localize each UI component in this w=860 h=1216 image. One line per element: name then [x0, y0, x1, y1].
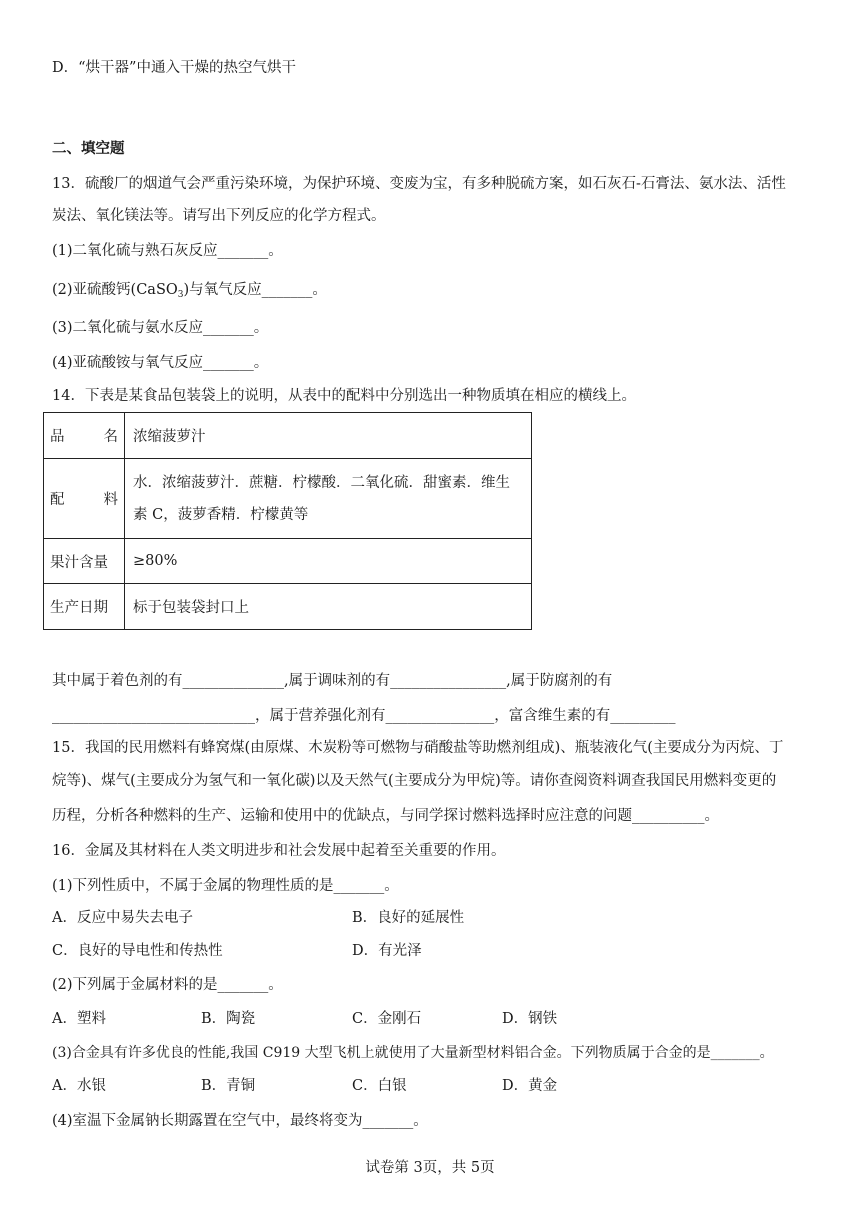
table-row: 果汁含量 ≥80% [44, 539, 532, 584]
ingredients-cell: 水．浓缩菠萝汁．蔗糖．柠檬酸．二氧化硫．甜蜜素．维生 素 C，菠萝香精．柠檬黄等 [125, 459, 532, 539]
q16-p3-option-c[interactable]: C．白银 [352, 1078, 407, 1094]
q15-line2: 烷等)、煤气(主要成分为氢气和一氧化碳)以及天然气(主要成分为甲烷)等。请你查阅资料调查我国民用燃料变更的 [52, 773, 777, 789]
q16-intro: 16．金属及其材料在人类文明进步和社会发展中起着至关重要的作用。 [52, 843, 506, 859]
q16-part3: (3)合金具有许多优良的性能,我国 C919 大型飞机上就使用了大量新型材料铝合金。下列物质属于合金的是_______。 [52, 1045, 774, 1061]
q16-p3-option-a[interactable]: A．水银 [52, 1078, 106, 1094]
q16-p2-option-a[interactable]: A．塑料 [52, 1011, 106, 1027]
q16-p2-option-c[interactable]: C．金刚石 [352, 1011, 422, 1027]
food-label-table [43, 412, 532, 630]
page-footer: 试卷第 3页，共 5页 [365, 1160, 495, 1176]
q16-p2-option-b[interactable]: B．陶瓷 [201, 1011, 256, 1027]
q16-p2-option-d[interactable]: D．钢铁 [502, 1011, 558, 1027]
q13-part2: (2)亚硫酸钙(CaSO$_3$)与氧气反应_______。 [52, 282, 327, 300]
q14-answer-line1: 其中属于着色剂的有______________,属于调味剂的有________________,属于防腐剂的有 [52, 673, 613, 689]
q14-answer-line2: ____________________________，属于营养强化剂有_______________，富含维生素的有_________ [52, 708, 676, 724]
q16-p1-option-b[interactable]: B．良好的延展性 [352, 910, 465, 926]
product-name-cell: 浓缩菠萝汁 [125, 413, 532, 459]
q15-line3: 历程，分析各种燃料的生产、运输和使用中的优缺点，与同学探讨燃料选择时应注意的问题__________。 [52, 808, 719, 824]
q15-line1: 15．我国的民用燃料有蜂窝煤(由原煤、木炭粉等可燃物与硝酸盐等助燃剂组成)、瓶装液化气(主要成分为丙烷、丁 [52, 740, 784, 756]
q16-part2: (2)下列属于金属材料的是_______。 [52, 977, 283, 993]
section-title: 二、填空题 [52, 140, 125, 157]
q13-stem-line2: 炭法、氧化镁法等。请写出下列反应的化学方程式。 [52, 208, 386, 224]
formula-caso3: CaSO$_3$ [136, 282, 184, 300]
q13-part1: (1)二氧化硫与熟石灰反应_______。 [52, 243, 283, 259]
juice-content-cell: ≥80% [125, 539, 532, 584]
q14-intro: 14．下表是某食品包装袋上的说明，从表中的配料中分别选出一种物质填在相应的横线上。 [52, 388, 636, 404]
q16-p1-option-c[interactable]: C．良好的导电性和传热性 [52, 943, 223, 959]
q16-p1-option-d[interactable]: D．有光泽 [352, 943, 422, 959]
q16-part4: (4)室温下金属钠长期露置在空气中，最终将变为_______。 [52, 1113, 428, 1129]
q13-stem-line1: 13．硫酸厂的烟道气会严重污染环境，为保护环境、变废为宝，有多种脱硫方案，如石灰石-石膏法、氨水法、活性 [52, 176, 786, 192]
table-row: 品 名 浓缩菠萝汁 [44, 413, 532, 459]
table-row: 生产日期 标于包装袋封口上 [44, 584, 532, 630]
q13-part3: (3)二氧化硫与氨水反应_______。 [52, 320, 269, 336]
q16-p3-option-b[interactable]: B．青铜 [201, 1078, 256, 1094]
production-date-cell: 标于包装袋封口上 [125, 584, 532, 630]
q16-part1: (1)下列性质中，不属于金属的物理性质的是_______。 [52, 878, 399, 894]
q12-option-d: D．“烘干器”中通入干燥的热空气烘干 [52, 60, 296, 76]
table-row: 配 料 水．浓缩菠萝汁．蔗糖．柠檬酸．二氧化硫．甜蜜素．维生 素 C，菠萝香精．柠檬黄等 [44, 459, 532, 539]
q16-p1-option-a[interactable]: A．反应中易失去电子 [52, 910, 193, 926]
q13-part4: (4)亚硫酸铵与氧气反应_______。 [52, 355, 269, 371]
q16-p3-option-d[interactable]: D．黄金 [502, 1078, 558, 1094]
